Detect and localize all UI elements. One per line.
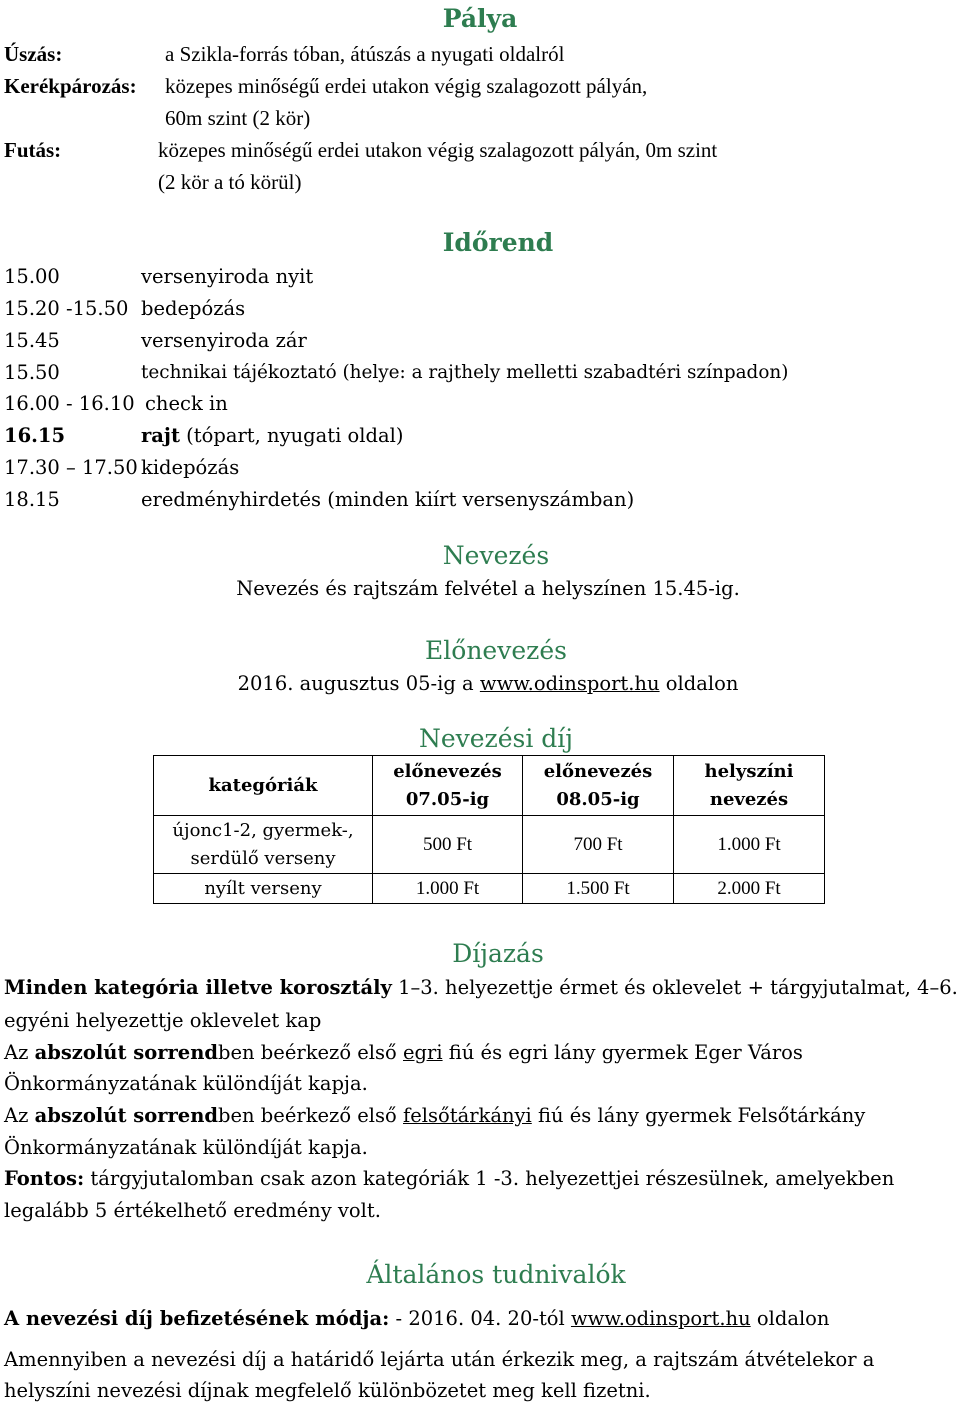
header-elonevezes-0705: előnevezés 07.05-ig (373, 756, 523, 816)
odinsport-link[interactable]: www.odinsport.hu (570, 1307, 751, 1330)
schedule-time: 15.45 (4, 329, 60, 352)
nevezesi-dij-title: Nevezési díj (418, 724, 574, 753)
price-cell: 1.500 Ft (523, 874, 674, 904)
odinsport-link[interactable]: www.odinsport.hu (479, 672, 660, 695)
schedule-text: check in (145, 392, 228, 415)
futas-text2: (2 kör a tó körül) (158, 170, 302, 194)
price-cell: 500 Ft (373, 816, 523, 874)
schedule-time: 18.15 (4, 488, 60, 511)
dijazas-p1-line2: egyéni helyezettje oklevelet kap (4, 1009, 322, 1032)
schedule-text: rajt (tópart, nyugati oldal) (141, 424, 404, 447)
schedule-text: kidepózás (141, 456, 240, 479)
price-cell: 2.000 Ft (674, 874, 825, 904)
schedule-text: bedepózás (141, 297, 246, 320)
price-cell: 1.000 Ft (674, 816, 825, 874)
dijazas-p1-line1: Minden kategória illetve korosztály 1–3. helyezettje érmet és oklevelet + tárgyjutalmat, 4–6. (4, 976, 958, 999)
header-kategoriak: kategóriák (154, 756, 373, 816)
altalanos-p2-line1: Amennyiben a nevezési díj a határidő lejárta után érkezik meg, a rajtszám átvételekor a (4, 1348, 875, 1371)
dijazas-p3-line1: Az abszolút sorrendben beérkező első felsőtárkányi fiú és lány gyermek Felsőtárkány (4, 1104, 866, 1127)
dijazas-p2-line2: Önkormányzatának különdíját kapja. (4, 1072, 368, 1095)
schedule-time: 17.30 – 17.50 (4, 456, 138, 479)
futas-label: Futás: (4, 138, 62, 162)
schedule-time: 15.00 (4, 265, 60, 288)
table-header-row (154, 756, 825, 816)
schedule-time: 16.00 - 16.10 (4, 392, 135, 415)
schedule-time: 16.15 (4, 424, 66, 447)
idorend-title: Időrend (442, 228, 554, 257)
table-row (154, 874, 825, 904)
futas-text1: közepes minőségű erdei utakon végig szalagozott pályán, 0m szint (158, 138, 718, 162)
altalanos-p2-line2: helyszíni nevezési díjnak megfelelő különbözetet meg kell fizetni. (4, 1379, 651, 1402)
elonevezes-text: 2016. augusztus 05-ig a www.odinsport.hu oldalon (237, 672, 739, 695)
schedule-text: technikai tájékoztató (helye: a rajthely melletti szabadtéri színpadon) (141, 362, 789, 383)
altalanos-p1: A nevezési díj befizetésének módja: - 2016. 04. 20-tól www.odinsport.hu oldalon (4, 1307, 830, 1330)
header-elonevezes-0805: előnevezés 08.05-ig (523, 756, 674, 816)
schedule-text: versenyiroda zár (141, 329, 307, 352)
category-cell: újonc1-2, gyermek-, serdülő verseny (154, 816, 373, 874)
dijazas-p3-line2: Önkormányzatának különdíját kapja. (4, 1136, 368, 1159)
palya-title: Pálya (442, 4, 518, 33)
category-cell: nyílt verseny (154, 874, 373, 904)
header-helyszini-nevezes: helyszíni nevezés (674, 756, 825, 816)
price-cell: 1.000 Ft (373, 874, 523, 904)
elonevezes-title: Előnevezés (425, 636, 567, 665)
kerekparozas-text1: közepes minőségű erdei utakon végig szalagozott pályán, (165, 74, 648, 98)
nevezes-title: Nevezés (442, 541, 550, 570)
nevezes-text: Nevezés és rajtszám felvétel a helyszínen 15.45-ig. (236, 577, 740, 600)
uszas-text: a Szikla-forrás tóban, átúszás a nyugati oldalról (165, 42, 565, 66)
schedule-time: 15.50 (4, 361, 60, 384)
altalanos-title: Általános tudnivalók (366, 1260, 626, 1289)
schedule-time: 15.20 -15.50 (4, 297, 129, 320)
price-cell: 700 Ft (523, 816, 674, 874)
table-row (154, 816, 825, 874)
schedule-text: versenyiroda nyit (141, 265, 314, 288)
schedule-text: eredményhirdetés (minden kiírt versenyszámban) (141, 488, 635, 511)
dijazas-p4-line1: Fontos: tárgyjutalomban csak azon kategóriák 1 -3. helyezettjei részesülnek, amelyekben (4, 1167, 895, 1190)
dijazas-title: Díjazás (452, 939, 544, 968)
dijazas-p2-line1: Az abszolút sorrendben beérkező első egri fiú és egri lány gyermek Eger Város (4, 1041, 803, 1064)
dijazas-p4-line2: legalább 5 értékelhető eredmény volt. (4, 1199, 381, 1222)
kerekparozas-label: Kerékpározás: (4, 74, 137, 98)
uszas-label: Úszás: (4, 42, 63, 66)
fee-table (153, 755, 825, 904)
kerekparozas-text2: 60m szint (2 kör) (165, 106, 311, 130)
